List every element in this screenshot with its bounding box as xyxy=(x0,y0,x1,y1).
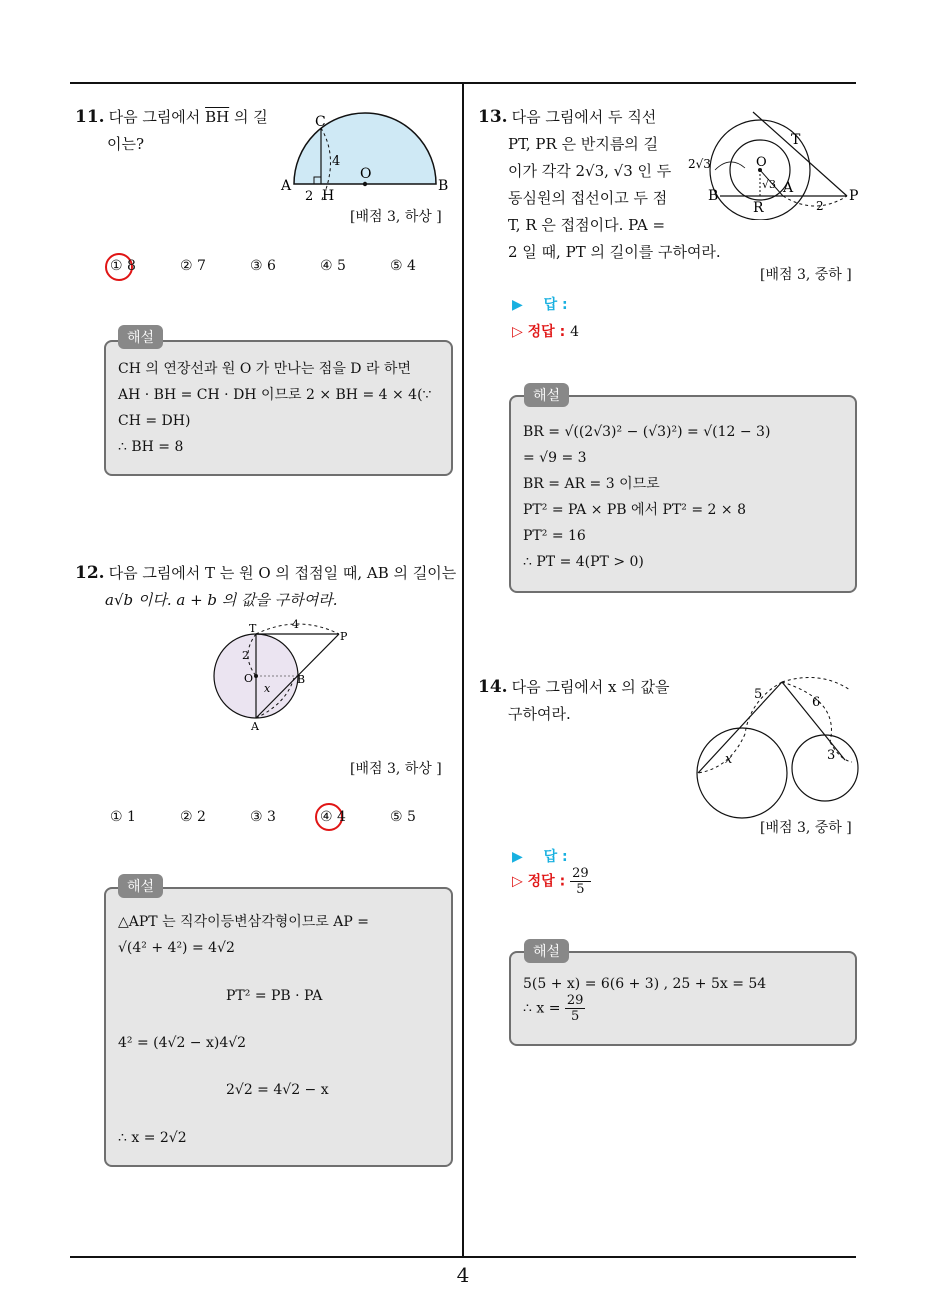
q12-label-2: 2 xyxy=(242,649,249,662)
q14-answer-row: ▶ 답 : xyxy=(512,849,568,865)
q12-label-o: O xyxy=(244,672,254,685)
q13-label-r1: 2√3 xyxy=(688,157,711,171)
q13-label-r2: √3 xyxy=(762,178,777,191)
q13-figure xyxy=(685,110,860,220)
q14-score: [배점 3, 중하 ] xyxy=(760,820,852,836)
q12-sol-line-5: 2√2 = 4√2 − x xyxy=(226,1082,329,1098)
q11-label-h: H xyxy=(322,188,335,204)
q13-label-2: 2 xyxy=(816,199,824,213)
triangle-outline-icon: ▷ xyxy=(512,324,523,340)
q11-score: [배점 3, 하상 ] xyxy=(350,209,442,225)
q12-label-x: x xyxy=(264,682,271,695)
column-divider xyxy=(462,83,464,1258)
q12-solution-box xyxy=(104,887,453,1167)
q13-number: 13. xyxy=(478,107,508,127)
q13-sol-line-4: PT² = PA × PB 에서 PT² = 2 × 8 xyxy=(523,502,746,518)
q12-sol-line-4: 4² = (4√2 − x)4√2 xyxy=(118,1035,247,1051)
q12-number: 12. xyxy=(75,563,105,583)
q14-number: 14. xyxy=(478,677,508,697)
triangle-outline-icon: ▷ xyxy=(512,873,523,890)
q13-sol-line-5: PT² = 16 xyxy=(523,528,586,544)
q13-prompt: 13. 다음 그림에서 두 직선 PT, PR 은 반지름의 길 이가 각각 2√3, √3 인 두 동심원의 접선이고 두 점 T, R 은 접점이다. PA = 2 일 때, PT 의 길이를 구하여라. xyxy=(478,107,721,261)
q12-score: [배점 3, 하상 ] xyxy=(350,761,442,777)
q12-label-4: 4 xyxy=(292,618,299,631)
q13-answer-row: ▶ 답 : xyxy=(512,297,568,313)
q11-number: 11. xyxy=(75,107,105,127)
q12-choice-2[interactable]: ② 2 xyxy=(180,809,206,825)
q12-choice-3[interactable]: ③ 3 xyxy=(250,809,276,825)
q14-sol-line-2: ∴ x = $\frac{29}{5}$ xyxy=(523,993,584,1024)
q13-solution-box xyxy=(509,395,857,593)
q11-choice-1[interactable]: ① 8 xyxy=(110,258,136,274)
q11-choice-5[interactable]: ⑤ 4 xyxy=(390,258,416,274)
q13-sol-line-3: BR = AR = 3 이므로 xyxy=(523,476,660,492)
q12-sol-line-6: ∴ x = 2√2 xyxy=(118,1130,187,1146)
q13-label-t: T xyxy=(791,132,801,148)
q14-correct-fraction: $\frac{29}{5}$ xyxy=(572,866,589,897)
play-icon: ▶ xyxy=(512,849,523,865)
q12-figure xyxy=(200,612,360,737)
q13-score: [배점 3, 중하 ] xyxy=(760,267,852,283)
q13-label-o: O xyxy=(756,155,767,170)
q11-sol-line-3: CH = DH) xyxy=(118,413,191,429)
q11-choice-3[interactable]: ③ 6 xyxy=(250,258,276,274)
q14-solution-box xyxy=(509,951,857,1046)
q11-label-2: 2 xyxy=(305,189,314,204)
q12-label-t: T xyxy=(249,622,257,635)
q13-label-b: B xyxy=(708,188,719,204)
q12-sol-line-1: △APT 는 직각이등변삼각형이므로 AP = xyxy=(118,914,369,930)
page-number: 4 xyxy=(456,1263,470,1287)
q12-label-a: A xyxy=(251,720,259,733)
q11-sol-line-1: CH 의 연장선과 원 O 가 만나는 점을 D 라 하면 xyxy=(118,361,411,377)
q11-label-o: O xyxy=(360,166,372,182)
q14-figure xyxy=(690,670,860,820)
q13-label-p: P xyxy=(849,188,859,204)
q13-correct-value: 4 xyxy=(570,324,579,340)
q14-correct-row: ▷ 정답 : $\frac{29}{5}$ xyxy=(512,866,589,897)
q12-sol-line-2: √(4² + 4²) = 4√2 xyxy=(118,940,235,956)
q13-sol-line-1: BR = √((2√3)² − (√3)²) = √(12 − 3) xyxy=(523,424,771,440)
q12-choice-4[interactable]: ④ 4 xyxy=(320,809,346,825)
q11-sol-line-2: AH · BH = CH · DH 이므로 2 × BH = 4 × 4(∵ xyxy=(118,387,432,403)
q11-choice-4[interactable]: ④ 5 xyxy=(320,258,346,274)
q14-sol-line-1: 5(5 + x) = 6(6 + 3) , 25 + 5x = 54 xyxy=(523,976,767,992)
q11-figure xyxy=(278,110,458,210)
q12-choice-5[interactable]: ⑤ 5 xyxy=(390,809,416,825)
q12-choice-1[interactable]: ① 1 xyxy=(110,809,136,825)
q11-solution-box xyxy=(104,340,453,476)
q11-label-4: 4 xyxy=(332,154,341,169)
q12-label-b: B xyxy=(297,673,306,686)
q11-choice-2[interactable]: ② 7 xyxy=(180,258,206,274)
q14-label-5: 5 xyxy=(754,687,763,702)
q11-label-b: B xyxy=(438,178,449,194)
q14-prompt: 14. 다음 그림에서 x 의 값을 구하여라. xyxy=(478,677,670,723)
q11-label-c: C xyxy=(315,114,326,130)
q11-label-a: A xyxy=(281,178,292,194)
q11-prompt: 11. 다음 그림에서 $\overline{BH}$ 의 길 이는? xyxy=(75,107,268,153)
q13-sol-line-2: = √9 = 3 xyxy=(523,450,587,466)
q14-label-x: x xyxy=(725,752,733,767)
q11-solution-tag: 해설 xyxy=(118,325,163,349)
q12-solution-tag: 해설 xyxy=(118,874,163,898)
q14-label-3: 3 xyxy=(827,748,836,763)
q13-label-r: R xyxy=(753,200,764,216)
q14-label-6: 6 xyxy=(812,695,821,710)
q11-sol-line-4: ∴ BH = 8 xyxy=(118,439,184,455)
q12-prompt: 12. 다음 그림에서 T 는 원 O 의 접점일 때, AB 의 길이는 a√b 이다. a + b 의 값을 구하여라. xyxy=(75,563,457,609)
q12-sol-line-3: PT² = PB · PA xyxy=(226,988,323,1004)
q13-solution-tag: 해설 xyxy=(524,383,569,407)
q14-solution-tag: 해설 xyxy=(524,939,569,963)
q13-sol-line-6: ∴ PT = 4(PT > 0) xyxy=(523,554,644,570)
q13-label-a: A xyxy=(783,180,794,196)
q13-correct-row: ▷ 정답 : 4 xyxy=(512,324,579,340)
q12-label-p: P xyxy=(340,630,348,643)
play-icon: ▶ xyxy=(512,297,523,313)
